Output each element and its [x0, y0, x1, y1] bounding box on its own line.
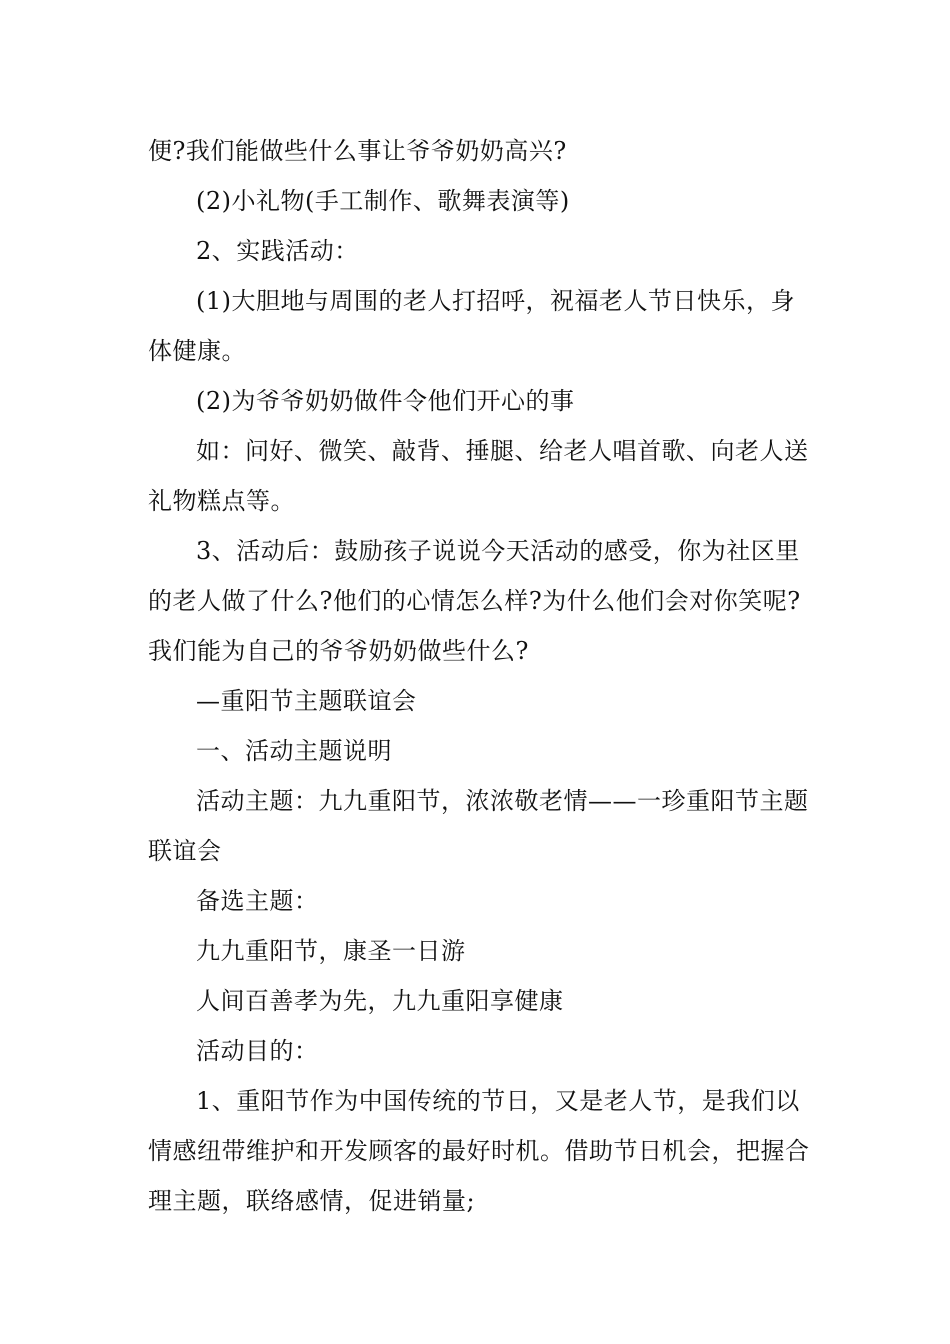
paragraph-examples: 如：问好、微笑、敲背、捶腿、给老人唱首歌、向老人送礼物糕点等。: [148, 437, 809, 515]
paragraph-continuation: 便?我们能做些什么事让爷爷奶奶高兴?: [148, 137, 567, 165]
paragraph-purpose-label: 活动目的：: [196, 1037, 319, 1065]
document-body: [148, 126, 818, 1226]
paragraph-practice-heading: 2、实践活动：: [196, 237, 359, 265]
paragraph-greet-elders: (1)大胆地与周围的老人打招呼，祝福老人节日快乐，身体健康。: [148, 287, 795, 365]
paragraph-small-gift: (2)小礼物(手工制作、歌舞表演等): [196, 187, 570, 215]
paragraph-alt-theme-label: 备选主题：: [196, 887, 319, 915]
section-title-party: —重阳节主题联谊会: [196, 687, 417, 715]
paragraph-after-activity: 3、活动后：鼓励孩子说说今天活动的感受，你为社区里的老人做了什么?他们的心情怎么样?为什么他们会对你笑呢?我们能为自己的爷爷奶奶做些什么?: [148, 537, 801, 665]
paragraph-do-happy-thing: (2)为爷爷奶奶做件令他们开心的事: [196, 387, 575, 415]
paragraph-alt-theme-2: 人间百善孝为先，九九重阳享健康: [196, 987, 564, 1015]
paragraph-purpose-1: 1、重阳节作为中国传统的节日，又是老人节，是我们以情感纽带维护和开发顾客的最好时机。借助节日机会，把握合理主题，联络感情，促进销量;: [148, 1087, 810, 1215]
paragraph-activity-theme: 活动主题：九九重阳节，浓浓敬老情——一珍重阳节主题联谊会: [148, 787, 809, 865]
paragraph-alt-theme-1: 九九重阳节，康圣一日游: [196, 937, 466, 965]
section-heading-theme: 一、活动主题说明: [196, 737, 392, 765]
